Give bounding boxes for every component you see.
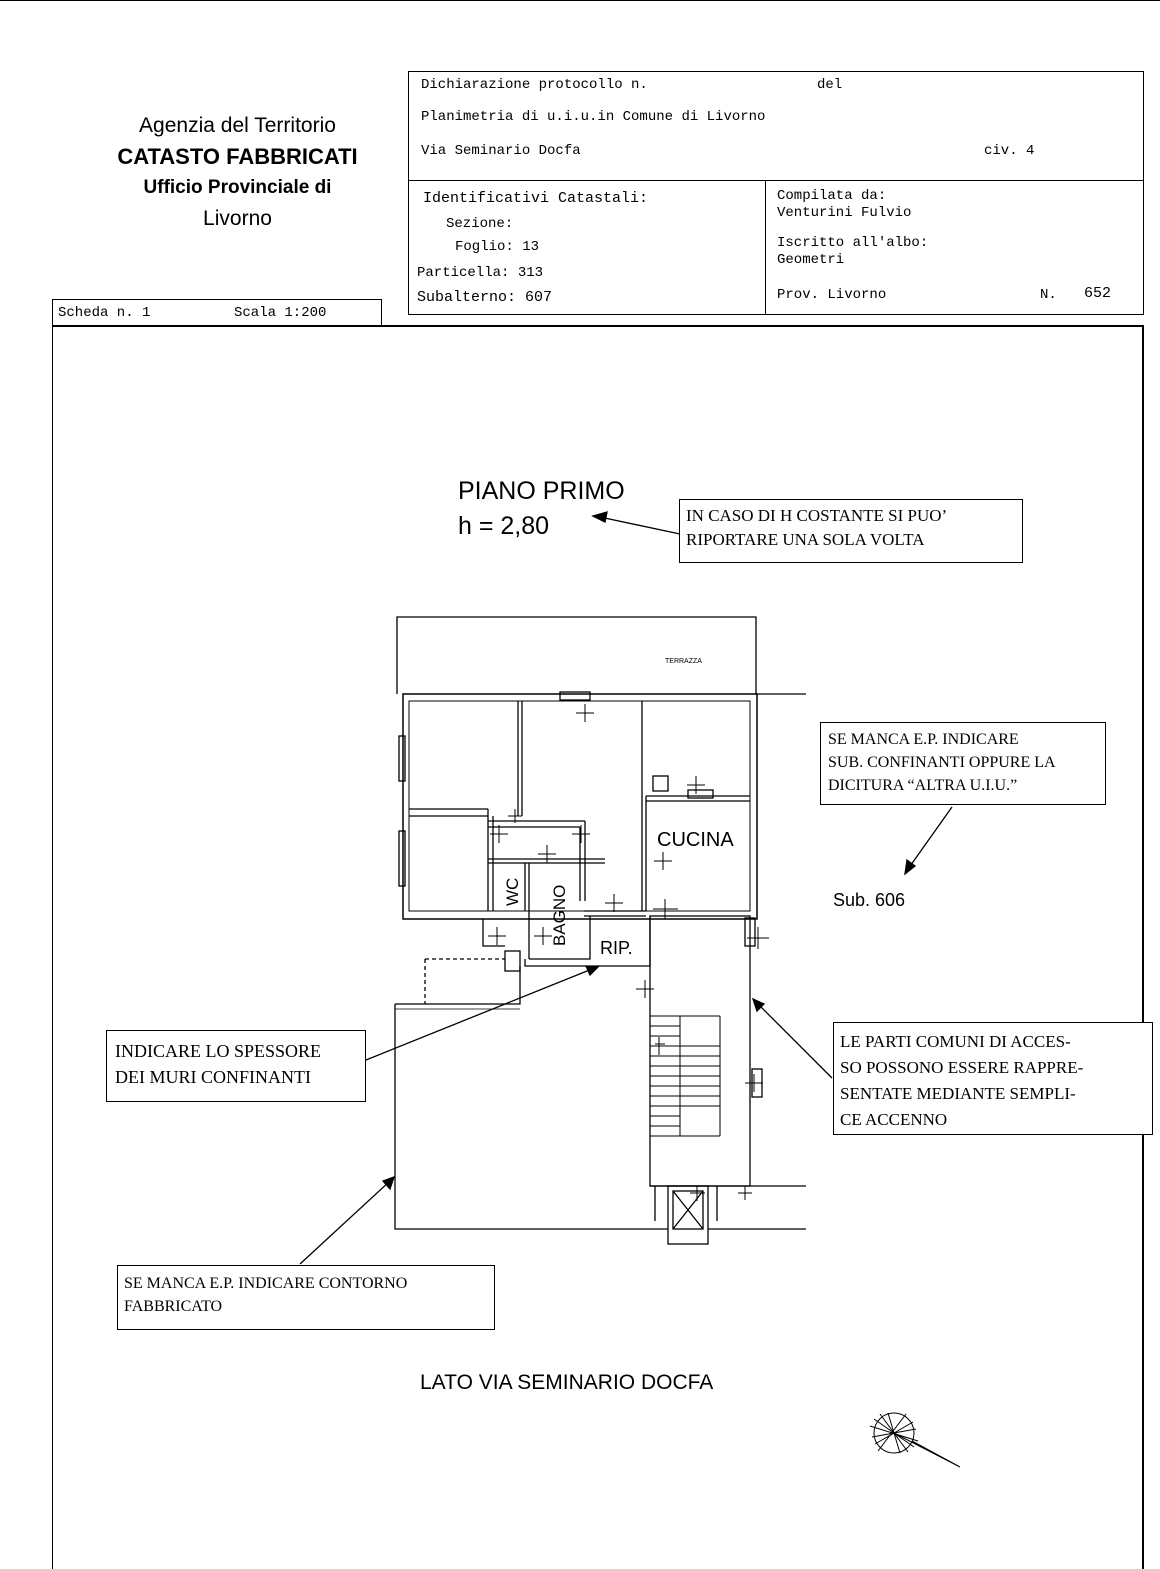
office-city: Livorno — [203, 207, 272, 230]
sheet-scale: Scala 1:200 — [234, 305, 327, 321]
sheet-number: Scheda n. 1 — [58, 305, 151, 321]
wc-label: WC — [503, 877, 522, 906]
compiler-name: Venturini Fulvio — [777, 205, 912, 221]
neighbor-sub-label: Sub. 606 — [833, 890, 906, 910]
registered-label: Iscritto all'albo: — [777, 235, 929, 251]
address-line: Via Seminario Docfa — [421, 143, 581, 159]
protocol-date-label: del — [817, 77, 843, 93]
note-common-parts — [833, 1022, 1153, 1135]
note-common-line: SO POSSONO ESSERE RAPPRE- — [840, 1058, 1084, 1077]
stair-core — [650, 916, 750, 1186]
note-neighbor-line: DICITURA “ALTRA U.I.U.” — [828, 777, 1018, 794]
register-number: 652 — [1084, 285, 1112, 302]
register-number-label: N. — [1040, 287, 1057, 303]
bathroom-label: BAGNO — [550, 884, 569, 946]
north-arrow-icon — [870, 1413, 960, 1467]
civic-number: civ. 4 — [984, 143, 1035, 159]
terrace-label: TERRAZZA — [665, 658, 702, 665]
storage-label: RIP. — [600, 938, 633, 958]
subalterno-field: Subalterno: 607 — [417, 289, 553, 306]
terrace-outline — [397, 617, 756, 694]
street-side-label: LATO VIA SEMINARIO DOCFA — [420, 1371, 714, 1394]
note-neighbor-sub — [820, 722, 1106, 805]
note-common-line: LE PARTI COMUNI DI ACCES- — [840, 1032, 1071, 1051]
note-walls-line: DEI MURI CONFINANTI — [115, 1067, 311, 1087]
elevator — [668, 1186, 708, 1244]
floor-height: h = 2,80 — [458, 512, 550, 540]
arrow-height — [593, 512, 607, 522]
arrow-outline — [383, 1177, 394, 1189]
protocol-label: Dichiarazione protocollo n. — [421, 77, 648, 93]
note-building-outline — [117, 1265, 495, 1330]
note-neighbor-line: SE MANCA E.P. INDICARE — [828, 731, 1019, 748]
note-common-line: SENTATE MEDIANTE SEMPLI- — [840, 1084, 1076, 1103]
note-height — [679, 499, 1023, 563]
note-neighbor-line: SUB. CONFINANTI OPPURE LA — [828, 754, 1056, 771]
kitchen-label: CUCINA — [657, 829, 734, 851]
planimetria-line: Planimetria di u.i.u.in Comune di Livorno — [421, 109, 766, 125]
note-outline-line: SE MANCA E.P. INDICARE CONTORNO — [124, 1275, 408, 1292]
note-common-line: CE ACCENNO — [840, 1110, 948, 1129]
note-height-line: RIPORTARE UNA SOLA VOLTA — [686, 530, 925, 549]
catasto-title: CATASTO FABBRICATI — [117, 144, 358, 169]
foglio-field: Foglio: 13 — [455, 239, 540, 255]
cadastral-title: Identificativi Catastali: — [423, 190, 649, 207]
agency-name: Agenzia del Territorio — [139, 114, 336, 137]
compiled-by-label: Compilata da: — [777, 188, 887, 204]
sezione-field: Sezione: — [446, 216, 514, 232]
note-walls — [106, 1030, 366, 1102]
note-outline-line: FABBRICATO — [124, 1298, 223, 1315]
particella-field: Particella: 313 — [417, 265, 544, 281]
register-name: Geometri — [777, 252, 845, 268]
arrow-walls — [586, 966, 598, 975]
floor-title: PIANO PRIMO — [458, 477, 625, 505]
note-walls-line: INDICARE LO SPESSORE — [115, 1041, 322, 1061]
province-field: Prov. Livorno — [777, 287, 887, 303]
building-outline — [395, 1004, 668, 1229]
office-label: Ufficio Provinciale di — [143, 177, 332, 198]
note-height-line: IN CASO DI H COSTANTE SI PUO’ — [686, 506, 948, 525]
